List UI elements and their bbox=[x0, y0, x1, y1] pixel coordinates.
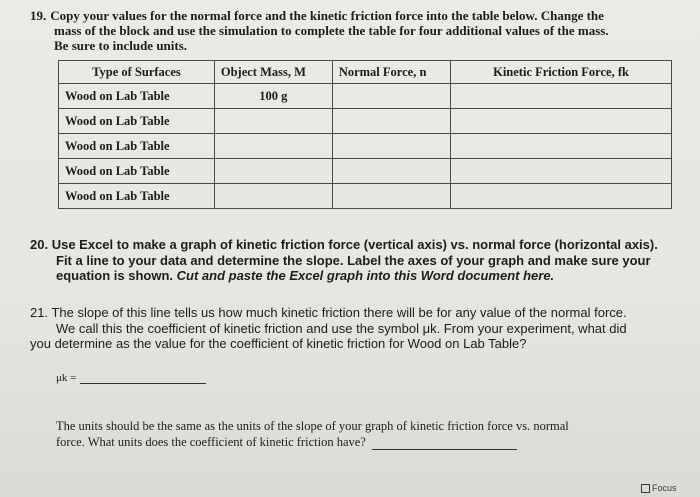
table-cell[interactable] bbox=[451, 84, 672, 109]
question-19 bbox=[30, 8, 670, 53]
mu-label: μk = bbox=[56, 372, 77, 384]
table-header-row bbox=[59, 61, 672, 84]
header-normal-force: Normal Force, n bbox=[332, 61, 450, 84]
table-cell[interactable] bbox=[451, 184, 672, 209]
table-cell[interactable] bbox=[451, 134, 672, 159]
mu-answer-blank[interactable] bbox=[80, 372, 206, 384]
table-row bbox=[59, 159, 672, 184]
table-cell: Wood on Lab Table bbox=[59, 159, 215, 184]
focus-label: Focus bbox=[652, 483, 677, 493]
data-table bbox=[58, 60, 672, 209]
table-cell[interactable] bbox=[332, 159, 450, 184]
question-text-line: Use Excel to make a graph of kinetic friction force (vertical axis) vs. normal force (horizontal axis). bbox=[51, 237, 658, 252]
question-number: 21. bbox=[30, 305, 49, 320]
table-row bbox=[59, 84, 672, 109]
header-object-mass: Object Mass, M bbox=[214, 61, 332, 84]
table-cell: Wood on Lab Table bbox=[59, 184, 215, 209]
table-row bbox=[59, 109, 672, 134]
question-text-line: Be sure to include units. bbox=[54, 38, 188, 53]
question-text-line: equation is shown. bbox=[56, 268, 174, 283]
question-text-line: Copy your values for the normal force and the kinetic friction force into the table below. Change the bbox=[50, 8, 604, 23]
question-text-line: The slope of this line tells us how much kinetic friction there will be for any value of the normal force. bbox=[51, 305, 627, 320]
table-cell[interactable] bbox=[451, 109, 672, 134]
table-cell[interactable] bbox=[332, 134, 450, 159]
table-cell[interactable]: 100 g bbox=[214, 84, 332, 109]
table-cell[interactable] bbox=[451, 159, 672, 184]
table-cell[interactable] bbox=[214, 159, 332, 184]
header-kinetic-friction-force: Kinetic Friction Force, fk bbox=[451, 61, 672, 84]
table-row bbox=[59, 184, 672, 209]
focus-icon bbox=[641, 484, 650, 493]
table-cell[interactable] bbox=[332, 109, 450, 134]
table-cell[interactable] bbox=[214, 109, 332, 134]
question-text-line: We call this the coefficient of kinetic friction and use the symbol μk. From your experiment, what did bbox=[56, 320, 627, 336]
question-text-line: The units should be the same as the units of the slope of your graph of kinetic friction force vs. normal bbox=[56, 419, 569, 433]
question-text-line: mass of the block and use the simulation to complete the table for four additional values of the mass. bbox=[54, 23, 609, 38]
table-cell: Wood on Lab Table bbox=[59, 134, 215, 159]
units-answer-blank[interactable] bbox=[372, 438, 517, 450]
mu-answer-line bbox=[56, 372, 206, 384]
table-cell[interactable] bbox=[332, 84, 450, 109]
question-instruction: Cut and paste the Excel graph into this Word document here. bbox=[176, 268, 555, 283]
question-number: 19. bbox=[30, 8, 47, 23]
units-question bbox=[56, 418, 676, 450]
table-row bbox=[59, 134, 672, 159]
table-cell: Wood on Lab Table bbox=[59, 109, 215, 134]
table-cell[interactable] bbox=[214, 134, 332, 159]
question-text-line: you determine as the value for the coefficient of kinetic friction for Wood on Lab Table? bbox=[30, 336, 527, 351]
question-20 bbox=[30, 237, 670, 284]
focus-button[interactable] bbox=[641, 483, 677, 493]
header-type-of-surfaces: Type of Surfaces bbox=[59, 61, 215, 84]
table-cell[interactable] bbox=[332, 184, 450, 209]
question-text-line: force. What units does the coefficient of kinetic friction have? bbox=[56, 435, 366, 449]
table-cell[interactable] bbox=[214, 184, 332, 209]
question-text-line: Fit a line to your data and determine the slope. Label the axes of your graph and make sure your bbox=[56, 252, 651, 268]
question-21 bbox=[30, 305, 670, 352]
question-number: 20. bbox=[30, 237, 49, 252]
table-cell: Wood on Lab Table bbox=[59, 84, 215, 109]
